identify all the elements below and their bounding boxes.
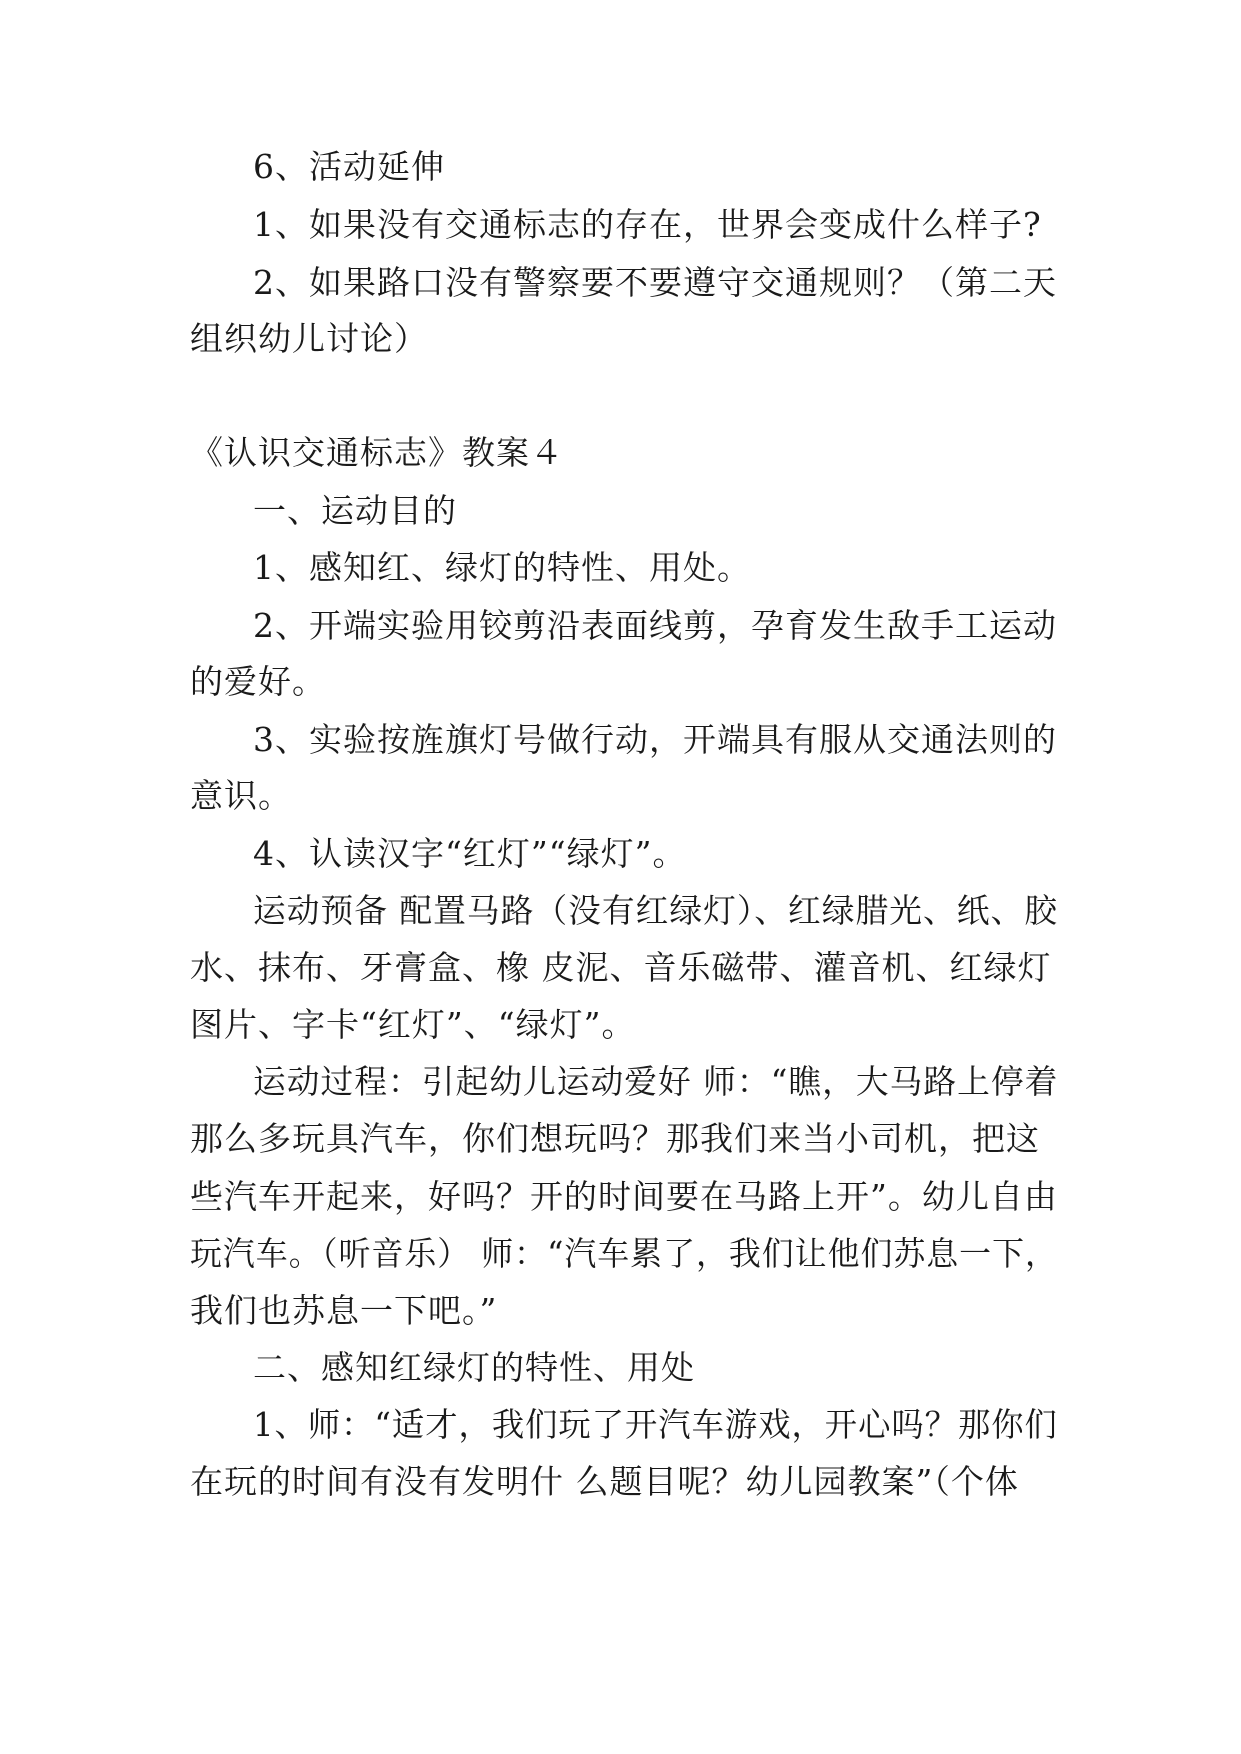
paragraph-text: 我们也苏息一下吧。”	[190, 1291, 498, 1330]
text-line	[0, 886, 1241, 936]
paragraph-text: 3、实验按旌旗灯号做行动，开端具有服从交通法则的	[253, 720, 1057, 759]
paragraph-text: 图片、字卡“红灯”、“绿灯”。	[190, 1005, 636, 1044]
text-line	[0, 428, 1241, 478]
text-line	[0, 1057, 1241, 1107]
text-line	[0, 486, 1241, 536]
paragraph-text: 运动预备 配置马路（没有红绿灯）、红绿腊光、纸、胶	[253, 891, 1058, 930]
paragraph-text: 玩汽车。（听音乐） 师：“汽车累了，我们让他们苏息一下，	[190, 1234, 1058, 1273]
text-line	[0, 657, 1241, 707]
text-line	[0, 1343, 1241, 1393]
text-line	[0, 1114, 1241, 1164]
paragraph-text: 1、感知红、绿灯的特性、用处。	[253, 548, 751, 587]
text-line	[0, 1172, 1241, 1222]
text-line	[0, 1000, 1241, 1050]
text-line	[0, 601, 1241, 651]
heading-activity-extension: 6、活动延伸	[253, 147, 445, 186]
paragraph-text: 1、师：“适才，我们玩了开汽车游戏，开心吗？那你们	[253, 1405, 1058, 1444]
paragraph-text: 2、开端实验用铰剪沿表面线剪，孕育发生敌手工运动	[253, 606, 1057, 645]
paragraph-text: 组织幼儿讨论）	[190, 319, 428, 358]
paragraph-text: 运动过程：引起幼儿运动爱好 师：“瞧，大马路上停着	[253, 1062, 1059, 1101]
heading-perception: 二、感知红绿灯的特性、用处	[253, 1348, 695, 1387]
text-line	[0, 1457, 1241, 1507]
paragraph-text: 那么多玩具汽车，你们想玩吗？那我们来当小司机，把这	[190, 1119, 1040, 1158]
text-line	[0, 200, 1241, 250]
paragraph-text: 1、如果没有交通标志的存在，世界会变成什么样子?	[253, 205, 1042, 244]
heading-objectives: 一、运动目的	[253, 491, 457, 530]
text-line	[0, 829, 1241, 879]
text-line	[0, 715, 1241, 765]
paragraph-text: 2、如果路口没有警察要不要遵守交通规则？（第二天	[253, 263, 1057, 302]
text-line	[0, 142, 1241, 192]
text-line	[0, 314, 1241, 364]
text-line	[0, 943, 1241, 993]
paragraph-text: 水、抹布、牙膏盒、橡 皮泥、音乐磁带、灌音机、红绿灯	[190, 948, 1052, 987]
text-line	[0, 1400, 1241, 1450]
text-line	[0, 771, 1241, 821]
text-line	[0, 543, 1241, 593]
text-line	[0, 1229, 1241, 1279]
paragraph-text: 4、认读汉字“红灯”“绿灯”。	[253, 834, 687, 873]
section-title: 《认识交通标志》教案４	[190, 433, 564, 472]
text-line	[0, 1286, 1241, 1336]
paragraph-text: 在玩的时间有没有发明什 么题目呢？幼儿园教案”（个体	[190, 1462, 1019, 1501]
paragraph-text: 些汽车开起来，好吗？开的时间要在马路上开”。幼儿自由	[190, 1177, 1058, 1216]
paragraph-text: 意识。	[190, 776, 292, 815]
text-line	[0, 258, 1241, 308]
paragraph-text: 的爱好。	[190, 662, 326, 701]
